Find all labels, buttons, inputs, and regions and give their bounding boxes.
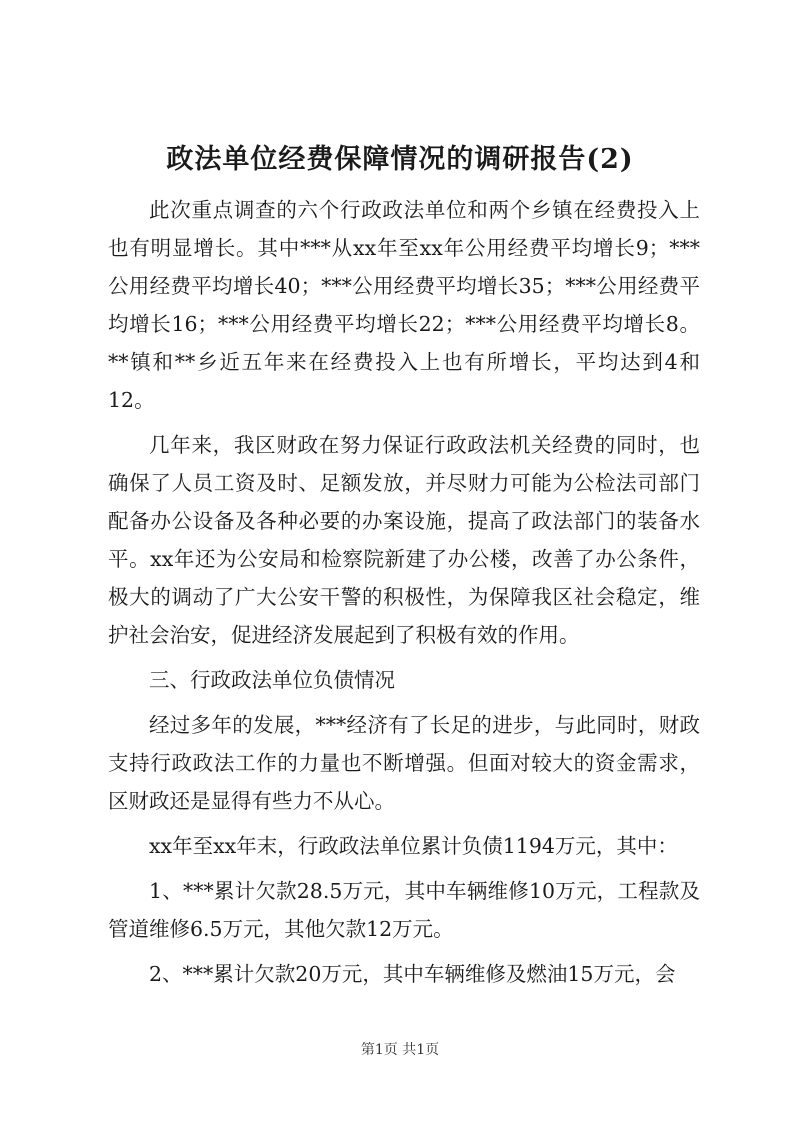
list-item-debt-1: 1、***累计欠款28.5万元，其中车辆维修10万元，工程款及管道维修6.5万元，其他欠款12万元。 — [108, 879, 700, 941]
paragraph-development: 经过多年的发展，***经济有了长足的进步，与此同时，财政支持行政政法工作的力量也不断增强。但面对较大的资金需求，区财政还是显得有些力不从心。 — [108, 713, 700, 813]
section-heading-debt: 三、行政政法单位负债情况 — [149, 668, 395, 692]
paragraph-funding-growth: 此次重点调查的六个行政政法单位和两个乡镇在经费投入上也有明显增长。其中***从xx年至xx年公用经费平均增长9；***公用经费平均增长40；***公用经费平均增长35；***公用经费平均增长16；***公用经费平均增长22；***公用经费平均增长8。**镇和**乡近五年来在经费投入上也有所增长，平均达到4和12。 — [108, 198, 700, 412]
list-item-debt-2: 2、***累计欠款20万元，其中车辆维修及燃油15万元，会 — [149, 962, 676, 986]
document-title: 政法单位经费保障情况的调研报告(2) — [166, 144, 634, 175]
page-number-footer: 第1页 共1页 — [360, 1042, 440, 1058]
paragraph-debt-total: xx年至xx年末，行政政法单位累计负债1194万元，其中： — [149, 834, 678, 858]
document-body — [108, 191, 700, 993]
paragraph-finance-support: 几年来，我区财政在努力保证行政政法机关经费的同时，也确保了人员工资及时、足额发放，并尽财力可能为公检法司部门配备办公设备及各种必要的办案设施，提高了政法部门的装备水平。xx年还为公安局和检察院新建了办公楼，改善了办公条件，极大的调动了广大公安干警的积极性，为保障我区社会稳定，维护社会治安，促进经济发展起到了积极有效的作用。 — [108, 433, 700, 647]
